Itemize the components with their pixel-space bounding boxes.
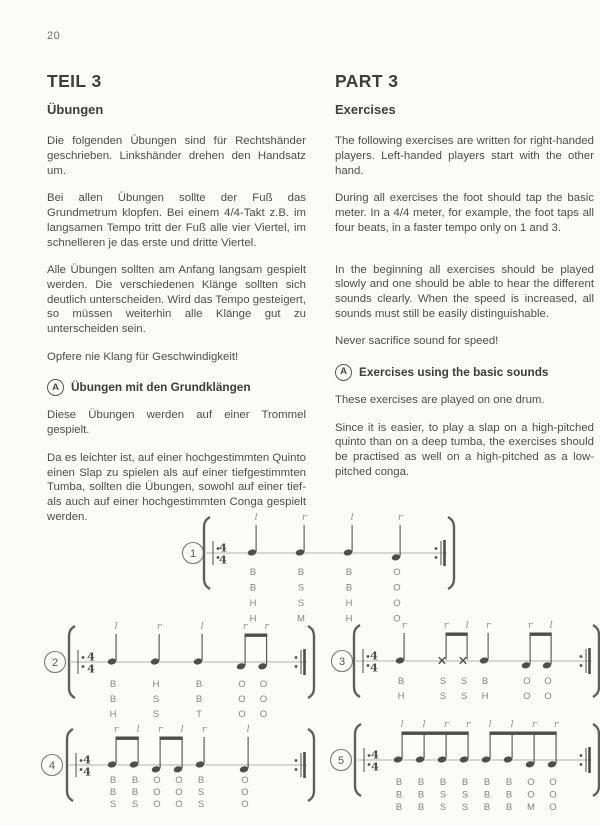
sticking-letter: r [397,512,403,523]
english-paragraph-3: In the beginning all exercises should be played slowly and one should be able to hear the different sounds clearly. When the speed is increased, all sounds must still be easily distinguishable. [335,263,594,320]
note [107,621,118,720]
sound-letter: O [238,709,246,720]
sound-letter: B [109,694,117,705]
german-motto: Opfere nie Klang für Geschwindigkeit! [47,350,239,363]
svg-text:1: 1 [189,547,197,560]
beam [446,633,468,636]
sound-letter: O [241,775,249,786]
sound-letter: B [397,676,405,687]
german-paragraph-2: Bei allen Übungen sollte der Fuß das Grundmetrum klopfen. Bei einem 4/4-Takt z.B. im langsamen Tempo tritt der Fuß alle vier Viertel, im schnelleren je das erste und dritte Viertel. [47,192,306,249]
beam [490,732,557,735]
sound-letter: O [238,679,246,690]
sound-letter: M [527,802,535,813]
sound-letter: B [461,777,469,788]
sound-letter: H [397,691,405,702]
slap-note [439,620,450,702]
german-section-a-paragraph-1: Diese Übungen werden auf einer Trommel gespielt. [47,409,306,437]
sticking-letter: l [510,719,514,730]
beam [160,737,183,740]
svg-text:5: 5 [337,754,345,767]
note [195,724,208,810]
sticking-letter: r [113,724,119,735]
right-system-bracket [593,724,599,796]
sound-letter: B [483,777,491,788]
note [459,719,472,813]
sound-letter: H [249,613,257,625]
english-paragraph-1: The following exercises are written for right-handed players. Left-handed players start with the other hand. [335,135,594,177]
english-section-a-heading [335,364,594,381]
sound-letter: S [439,789,447,801]
sticking-letter: r [156,621,162,632]
exercise-number-badge [45,652,66,673]
time-signature: 4 [86,649,96,664]
sound-letter: O [544,676,552,687]
sound-letter: S [152,694,160,705]
german-part-title: TEIL 3 [47,71,102,91]
german-subtitle: Übungen [47,101,104,117]
sound-letter: O [393,598,401,609]
sound-letter: B [297,567,305,578]
sound-letter: B [483,802,491,813]
right-system-bracket [448,517,454,589]
sound-letter: O [153,799,161,810]
sound-letter: B [395,789,403,801]
sound-letter: H [109,709,117,720]
note [481,719,492,813]
sticking-letter: l [400,719,404,730]
sound-letter: O [238,694,246,705]
note [173,724,184,810]
sound-letter: S [197,799,205,810]
sound-letter: O [175,799,183,810]
english-motto: Never sacrifice sound for speed! [335,335,499,348]
sticking-letter: r [301,512,307,523]
sound-letter: B [505,789,513,801]
sound-letter: S [461,789,469,801]
sound-letter: B [505,777,513,788]
note [415,719,426,813]
sticking-letter: l [180,724,184,735]
sound-letter: O [549,802,557,813]
note [542,620,553,702]
time-signature: 4 [370,747,380,762]
exercise-4-notation [30,725,317,825]
sound-letter: O [241,787,249,798]
left-system-bracket [69,626,75,698]
note [525,719,538,813]
note [479,620,492,702]
english-paragraph-2: During all exercises the foot should tap the basic meter. In a 4/4 meter, for example, the foot taps all four beats, in a faster tempo only on 1 and 3. [335,192,594,234]
sticking-letter: l [350,512,354,523]
note [239,724,250,810]
sound-letter: O [549,789,557,801]
sound-letter: O [527,789,535,801]
time-signature: 4 [82,752,92,767]
sticking-letter: r [443,620,449,631]
sound-letter: S [197,787,205,798]
sticking-letter: r [401,620,407,631]
sticking-letter: l [254,512,258,523]
sound-letter: S [460,676,468,687]
time-signature: 4 [218,540,228,555]
sticking-letter: l [114,621,118,632]
sticking-letter: r [242,621,248,632]
exercise-2-notation [35,615,317,733]
sound-letter: O [241,799,249,810]
german-column [47,70,306,537]
sound-letter: B [195,679,203,690]
sound-letter: B [131,787,139,798]
time-signature: 4 [82,764,92,779]
page-number: 20 [47,30,61,42]
sticking-letter: l [136,724,140,735]
sound-letter: O [175,787,183,798]
german-section-a-heading [47,379,306,396]
sound-letter: O [549,777,557,788]
german-section-a-title: Übungen mit den Grundklängen [71,380,251,395]
note [521,620,534,702]
sound-letter: B [249,582,257,594]
sound-letter: S [152,709,160,720]
note [107,724,120,810]
english-section-a-title: Exercises using the basic sounds [359,364,549,379]
sound-letter: O [527,777,535,788]
sound-letter: S [439,802,447,813]
sound-letter: O [259,709,268,720]
sound-letter: S [439,691,447,702]
sound-letter: O [259,679,268,690]
english-section-a-paragraph-1: These exercises are played on one drum. [335,394,545,407]
exercise-number-badge [332,651,353,672]
sticking-letter: r [527,620,533,631]
sticking-letter: l [422,719,426,730]
german-paragraph-1: Die folgenden Übungen sind für Rechtshänder geschrieben. Linkshänder drehen den Handsatz um. [47,135,306,177]
sound-letter: B [505,802,513,813]
sound-letter: O [153,787,161,798]
sound-letter: O [259,694,268,705]
sound-letter: B [417,777,425,788]
note [193,621,204,720]
beam [402,732,469,735]
sound-letter: B [483,789,491,801]
sound-letter: M [297,613,305,625]
left-system-bracket [67,729,73,801]
sound-letter: B [439,777,447,788]
left-system-bracket [355,724,361,796]
beam [245,634,268,637]
time-signature: 4 [369,660,379,675]
sticking-letter: r [157,724,163,735]
english-section-a-paragraph-2: Since it is easier, to play a slap on a high-pitched quinto than on a deep tumba, the exercises should be practised as well on a high-pitched as a low-pitched conga. [335,421,594,478]
sound-letter: O [523,676,531,687]
german-paragraph-3: Alle Übungen sollten am Anfang langsam gespielt werden. Die verschiedenen Klänge sollten sich deutlich unterscheiden. Wird das Tempo gesteigert, so müssen weiterhin alle Klänge gut zu unterscheiden sein. [47,264,306,336]
sticking-letter: l [200,621,204,632]
english-column [335,70,594,493]
sound-letter: B [249,567,257,578]
note [150,621,163,720]
beam [116,737,139,740]
note [437,719,450,813]
sound-letter: O [175,775,183,786]
sound-letter: O [393,582,401,594]
sticking-letter: r [443,719,449,730]
svg-text:4: 4 [48,759,56,772]
sound-letter: O [523,691,531,702]
sound-letter: S [109,799,117,810]
german-section-a-paragraph-2: Da es leichter ist, auf einer hochgestimmten Quinto einen Slap zu spielen als auf einer tiefgestimmten Tumba, sollten die Übungen, sowohl auf einer tief- als auch auf einer hochgestimmten Conga gespielt werden. [47,451,306,523]
section-a-badge-icon: A [47,379,64,396]
sticking-letter: r [201,724,207,735]
note [258,621,271,720]
note [395,620,408,702]
sound-letter: S [461,802,469,813]
sound-letter: O [393,613,401,625]
beam [530,633,552,636]
sticking-letter: l [246,724,250,735]
sound-letter: S [297,598,305,609]
sound-letter: B [109,787,117,798]
svg-text:2: 2 [51,656,59,669]
exercise-3-notation [325,615,600,733]
sticking-letter: l [549,620,553,631]
note [503,719,514,813]
sound-letter: T [196,709,202,720]
sound-letter: B [131,775,139,786]
sound-letter: B [345,567,353,578]
right-system-bracket [308,729,314,801]
sticking-letter: r [531,719,537,730]
exercise-number-badge [42,755,63,776]
sound-letter: S [439,676,447,687]
sound-letter: H [345,613,353,625]
english-subtitle: Exercises [335,101,396,117]
note [547,719,560,813]
note [236,621,249,720]
sticking-letter: l [465,620,469,631]
note [393,719,404,813]
sound-letter: B [395,802,403,813]
sound-letter: B [109,679,117,690]
sticking-letter: l [488,719,492,730]
sound-letter: B [109,775,117,786]
sound-letter: B [395,777,403,788]
sound-letter: H [345,598,353,609]
time-signature: 4 [86,661,96,676]
section-a-badge-icon: A [335,364,352,381]
sticking-letter: r [553,719,559,730]
sound-letter: H [249,598,257,609]
exercise-number-badge [331,750,352,771]
sound-letter: B [417,802,425,813]
slap-note [460,620,469,702]
time-signature: 4 [369,648,379,663]
sound-letter: H [152,679,160,690]
note [391,512,404,625]
right-system-bracket [593,625,599,697]
sound-letter: B [481,676,489,687]
note [343,512,354,625]
note [151,724,164,810]
sound-letter: B [345,582,353,594]
svg-text:3: 3 [338,655,346,668]
exercise-5-notation [325,719,600,825]
left-system-bracket [354,625,360,697]
sound-letter: S [131,799,139,810]
right-system-bracket [308,626,314,698]
sticking-letter: r [485,620,491,631]
sound-letter: S [460,691,468,702]
time-signature: 4 [218,552,228,567]
sound-letter: B [195,694,203,705]
sound-letter: H [481,691,489,702]
time-signature: 4 [370,759,380,774]
sound-letter: O [544,691,552,702]
english-part-title: PART 3 [335,71,399,91]
sound-letter: B [417,789,425,801]
sound-letter: O [153,775,161,786]
sticking-letter: r [264,621,269,632]
sound-letter: B [197,775,205,786]
sound-letter: O [393,567,401,578]
sound-letter: S [297,582,305,594]
sticking-letter: r [465,719,471,730]
exercise-number-badge [183,543,204,564]
note [129,724,140,810]
